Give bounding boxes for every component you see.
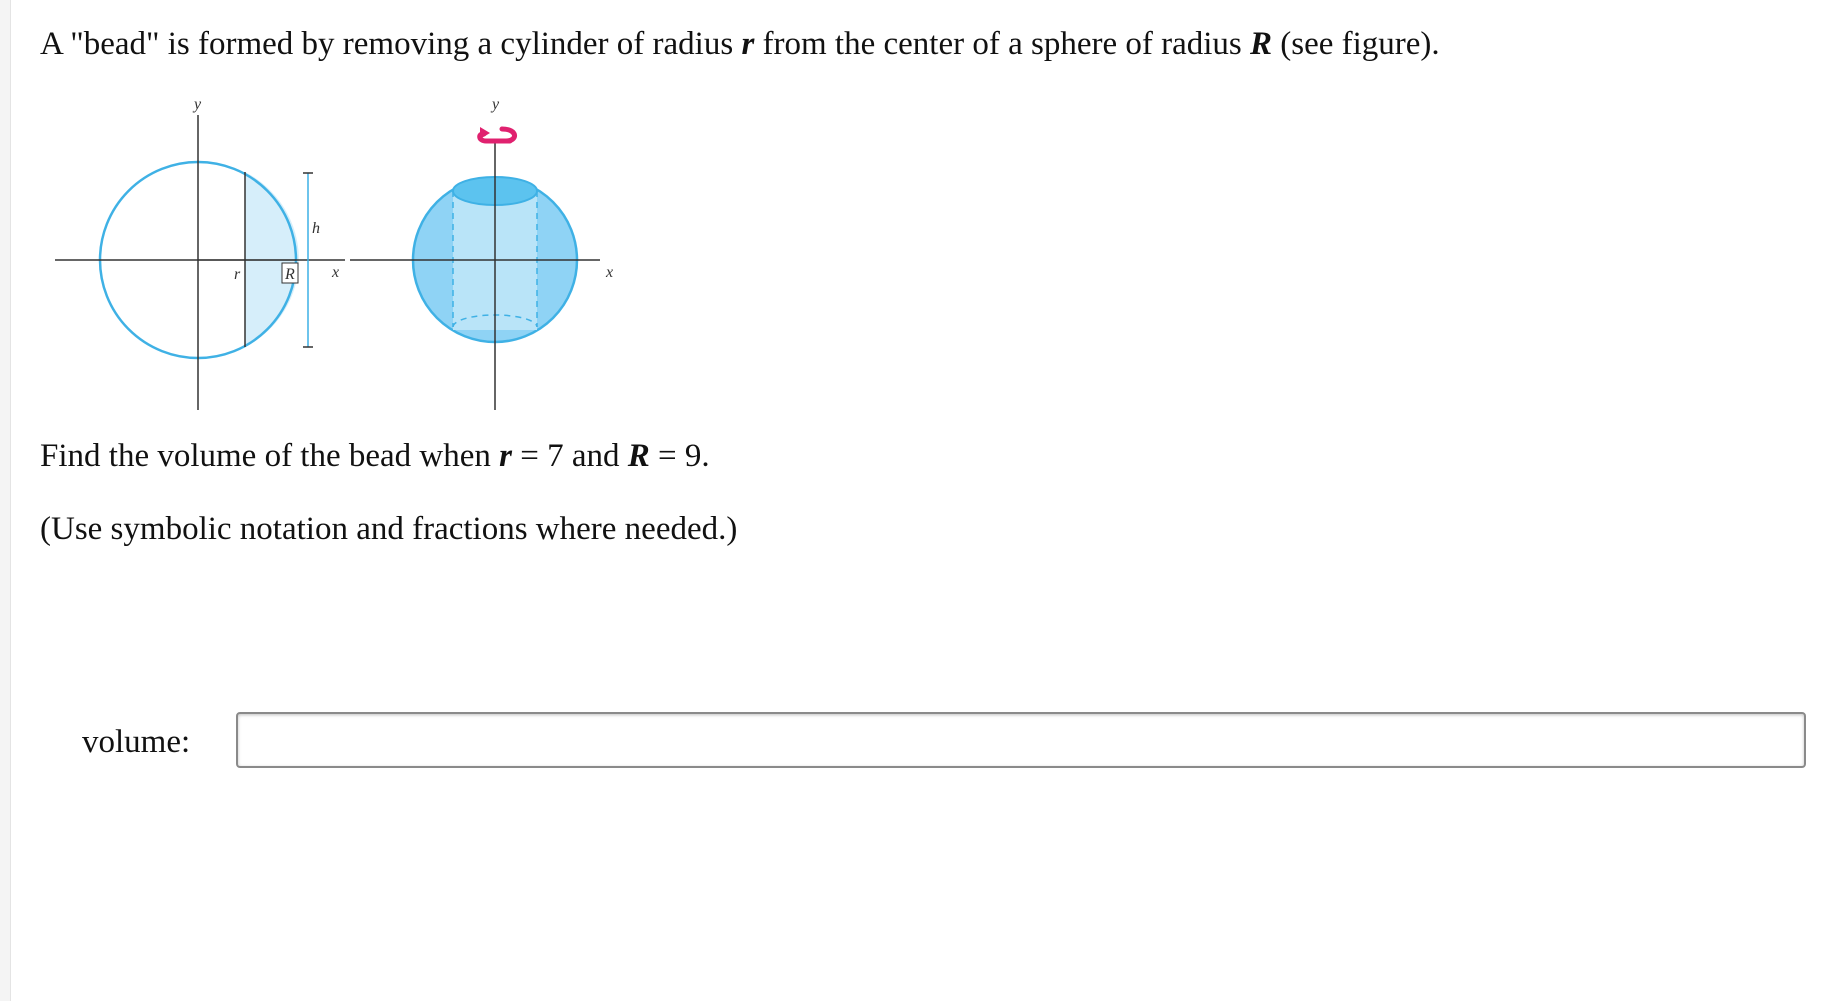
left-x-label: x (332, 264, 340, 281)
right-y-label: y (492, 96, 500, 113)
volume-input[interactable] (236, 712, 1806, 768)
left-r-label: r (234, 266, 241, 283)
right-x-label: x (606, 264, 614, 281)
cross-section-diagram (55, 96, 345, 410)
question-block (40, 20, 1800, 68)
answer-row (82, 712, 1812, 772)
bead-figure (40, 95, 740, 415)
left-y-label: y (194, 96, 202, 113)
left-border (0, 0, 11, 1001)
problem-text-part1: A "bead" is formed by removing a cylinder of radius (40, 26, 742, 62)
prompt-lead: Find the volume of the bead when (40, 438, 500, 474)
left-h-label: h (312, 220, 320, 237)
prompt-eq1: = 7 and (512, 438, 628, 474)
left-R-label: R (285, 266, 295, 283)
problem-text-part2: from the center of a sphere of radius (754, 26, 1250, 62)
find-volume-prompt (40, 432, 710, 480)
prompt-var-R: R (627, 438, 650, 474)
problem-statement (40, 20, 1800, 68)
prompt-eq2: = 9. (649, 438, 710, 474)
prompt-var-r: r (499, 438, 512, 474)
problem-text-part3: (see figure). (1272, 26, 1440, 62)
bead-3d-diagram (350, 96, 613, 410)
notation-hint: (Use symbolic notation and fractions where needed.) (40, 511, 738, 547)
volume-label: volume: (82, 724, 191, 760)
rotation-arrow-icon (480, 127, 515, 141)
problem-var-r: r (741, 26, 755, 62)
problem-var-R: R (1250, 26, 1273, 62)
bead-figure-svg (40, 95, 740, 415)
